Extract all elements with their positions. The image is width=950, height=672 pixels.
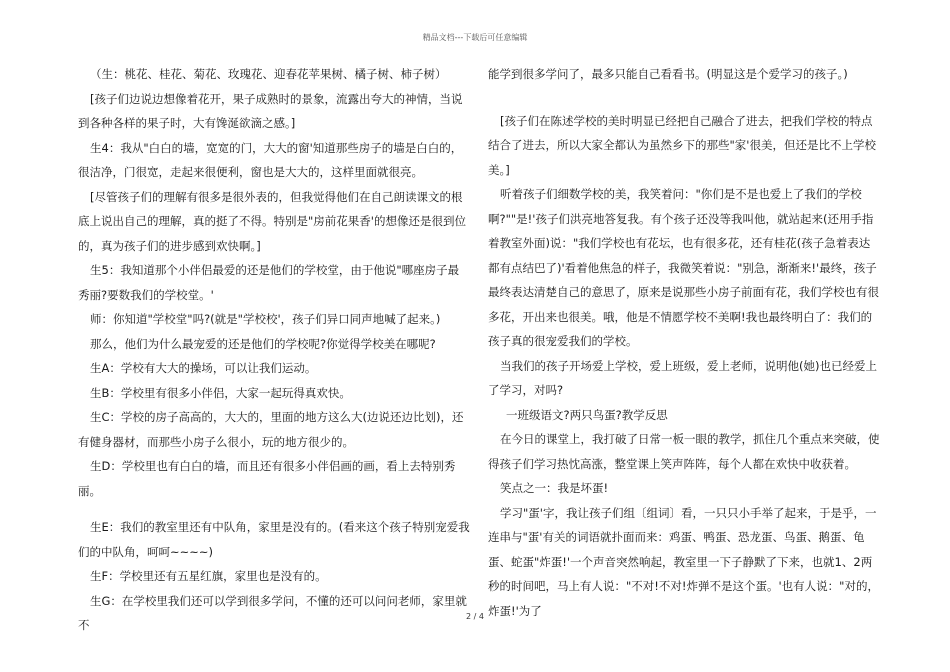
- paragraph: 生E：我们的教室里还有中队角，家里是没有的。(看来这个孩子特别宠爱我们的中队角，呵呵~~~~): [78, 520, 470, 559]
- paragraph: 生5：我知道那个小伴侣最爱的还是他们的学校堂，由于他说"哪座房子最秀丽?要数我们的学校堂。': [78, 263, 460, 302]
- section-heading: 一班级语文?两只鸟蛋?教学反思: [506, 407, 668, 422]
- paragraph: 生B：学校里有很多小伴侣，大家一起玩得真欢快。: [90, 385, 351, 400]
- paragraph: （生：桃花、桂花、菊花、玫瑰花、迎春花苹果树、橘子树、柿子树）: [90, 67, 447, 81]
- paragraph: 在今日的课堂上，我打破了日常一板一眼的教学，抓住几个重点来突破，使得孩子们学习热忱高涨，整堂课上笑声阵阵，每个人都在欢快中收获着。: [488, 432, 880, 471]
- paragraph: 当我们的孩子开场爱上学校，爱上班级，爱上老师，说明他(她)也已经爱上了学习，对吗?: [488, 358, 877, 397]
- paragraph: 生F：学校里还有五星红旗，家里也是没有的。: [90, 569, 327, 583]
- paragraph: 师：你知道"学校堂"吗?(就是"学校校'，孩子们异口同声地喊了起来。): [90, 312, 441, 326]
- paragraph: 那么，他们为什么最宠爱的还是他们的学校呢?你觉得学校美在哪呢?: [90, 336, 436, 351]
- paragraph: 生D：学校里也有白白的墙，而且还有很多小伴侣画的画，看上去特别秀丽。: [78, 459, 456, 498]
- paragraph: 生A：学校有大大的操场，可以让我们运动。: [90, 361, 317, 375]
- page-header: 精品文档---下载后可任意编辑: [422, 33, 528, 42]
- paragraph: 学习"蛋'字，我让孩子们组〔组词〕看，一只只小手举了起来，于是乎，一连串与"蛋'有关的词语就扑面而来：鸡蛋、鸭蛋、恐龙蛋、鸟蛋、鹅蛋、龟蛋、蛇蛋"炸蛋!'一个声音突然响起，教室里一下子静默了下来，也就1、2两秒的时间吧，马上有人说："不对!不对!炸弹不是这个蛋。'也有人说："对的，炸蛋!'为了: [488, 505, 879, 618]
- paragraph: 生4：我从"白白的墙，宽宽的门，大大的窗'知道那些房子的墙是白白的，很洁净，门很宽，走起来很便利，窗也是大大的，这样里面就很亮。: [78, 140, 463, 179]
- paragraph: [孩子们边说边想像着花开，果子成熟时的景象，流露出夸大的神情，当说到各种各样的果子时，大有馋涎欲滴之感。]: [78, 91, 463, 130]
- paragraph: 听着孩子们细数学校的美，我笑着问："你们是不是也爱上了我们的学校啊?""是!'孩子们洪亮地答复我。有个孩子还没等我叫他，就站起来(还用手指着教室外面)说："我们学校也有花坛，也有很多花，还有桂花(孩子急着表达都有点结巴了)'看着他焦急的样子，我微笑着说："别急，渐渐来!'最终，孩子最终表达清楚自己的意思了，原来是说那些小房子前面有花，我们学校也有很多花，开出来也很美。哦，他是不情愿学校不美啊!我也最终明白了：我们的孩子真的很宠爱我们的学校。: [488, 187, 879, 348]
- paragraph: [孩子们在陈述学校的美时明显已经把自己融合了进去，把我们学校的特点结合了进去，所以大家全都认为虽然乡下的那些"家'很美，但还是比不上学校美。]: [488, 113, 876, 177]
- page-number: 2 / 4: [466, 612, 484, 621]
- right-column: [488, 62, 880, 623]
- paragraph: 生C：学校的房子高高的，大大的，里面的地方这么大(边说还边比划)，还有健身器材，而那些小房子么很小，玩的地方很少的。: [78, 410, 464, 449]
- left-column: [78, 62, 470, 638]
- paragraph: 能学到很多学问了，最多只能自己看看书。(明显这是个爱学习的孩子。): [488, 67, 848, 81]
- subheading: 笑点之一：我是坏蛋!: [500, 481, 609, 495]
- paragraph: [尽管孩子们的理解有很多是很外表的，但我觉得他们在自己朗读课文的根底上说出自己的理解，真的挺了不得。特别是"房前花果香'的想像还是很到位的，真为孩子们的进步感到欢快啊。]: [78, 189, 466, 253]
- paragraph: 生G：在学校里我们还可以学到很多学问，不懂的还可以问问老师，家里就不: [78, 593, 467, 632]
